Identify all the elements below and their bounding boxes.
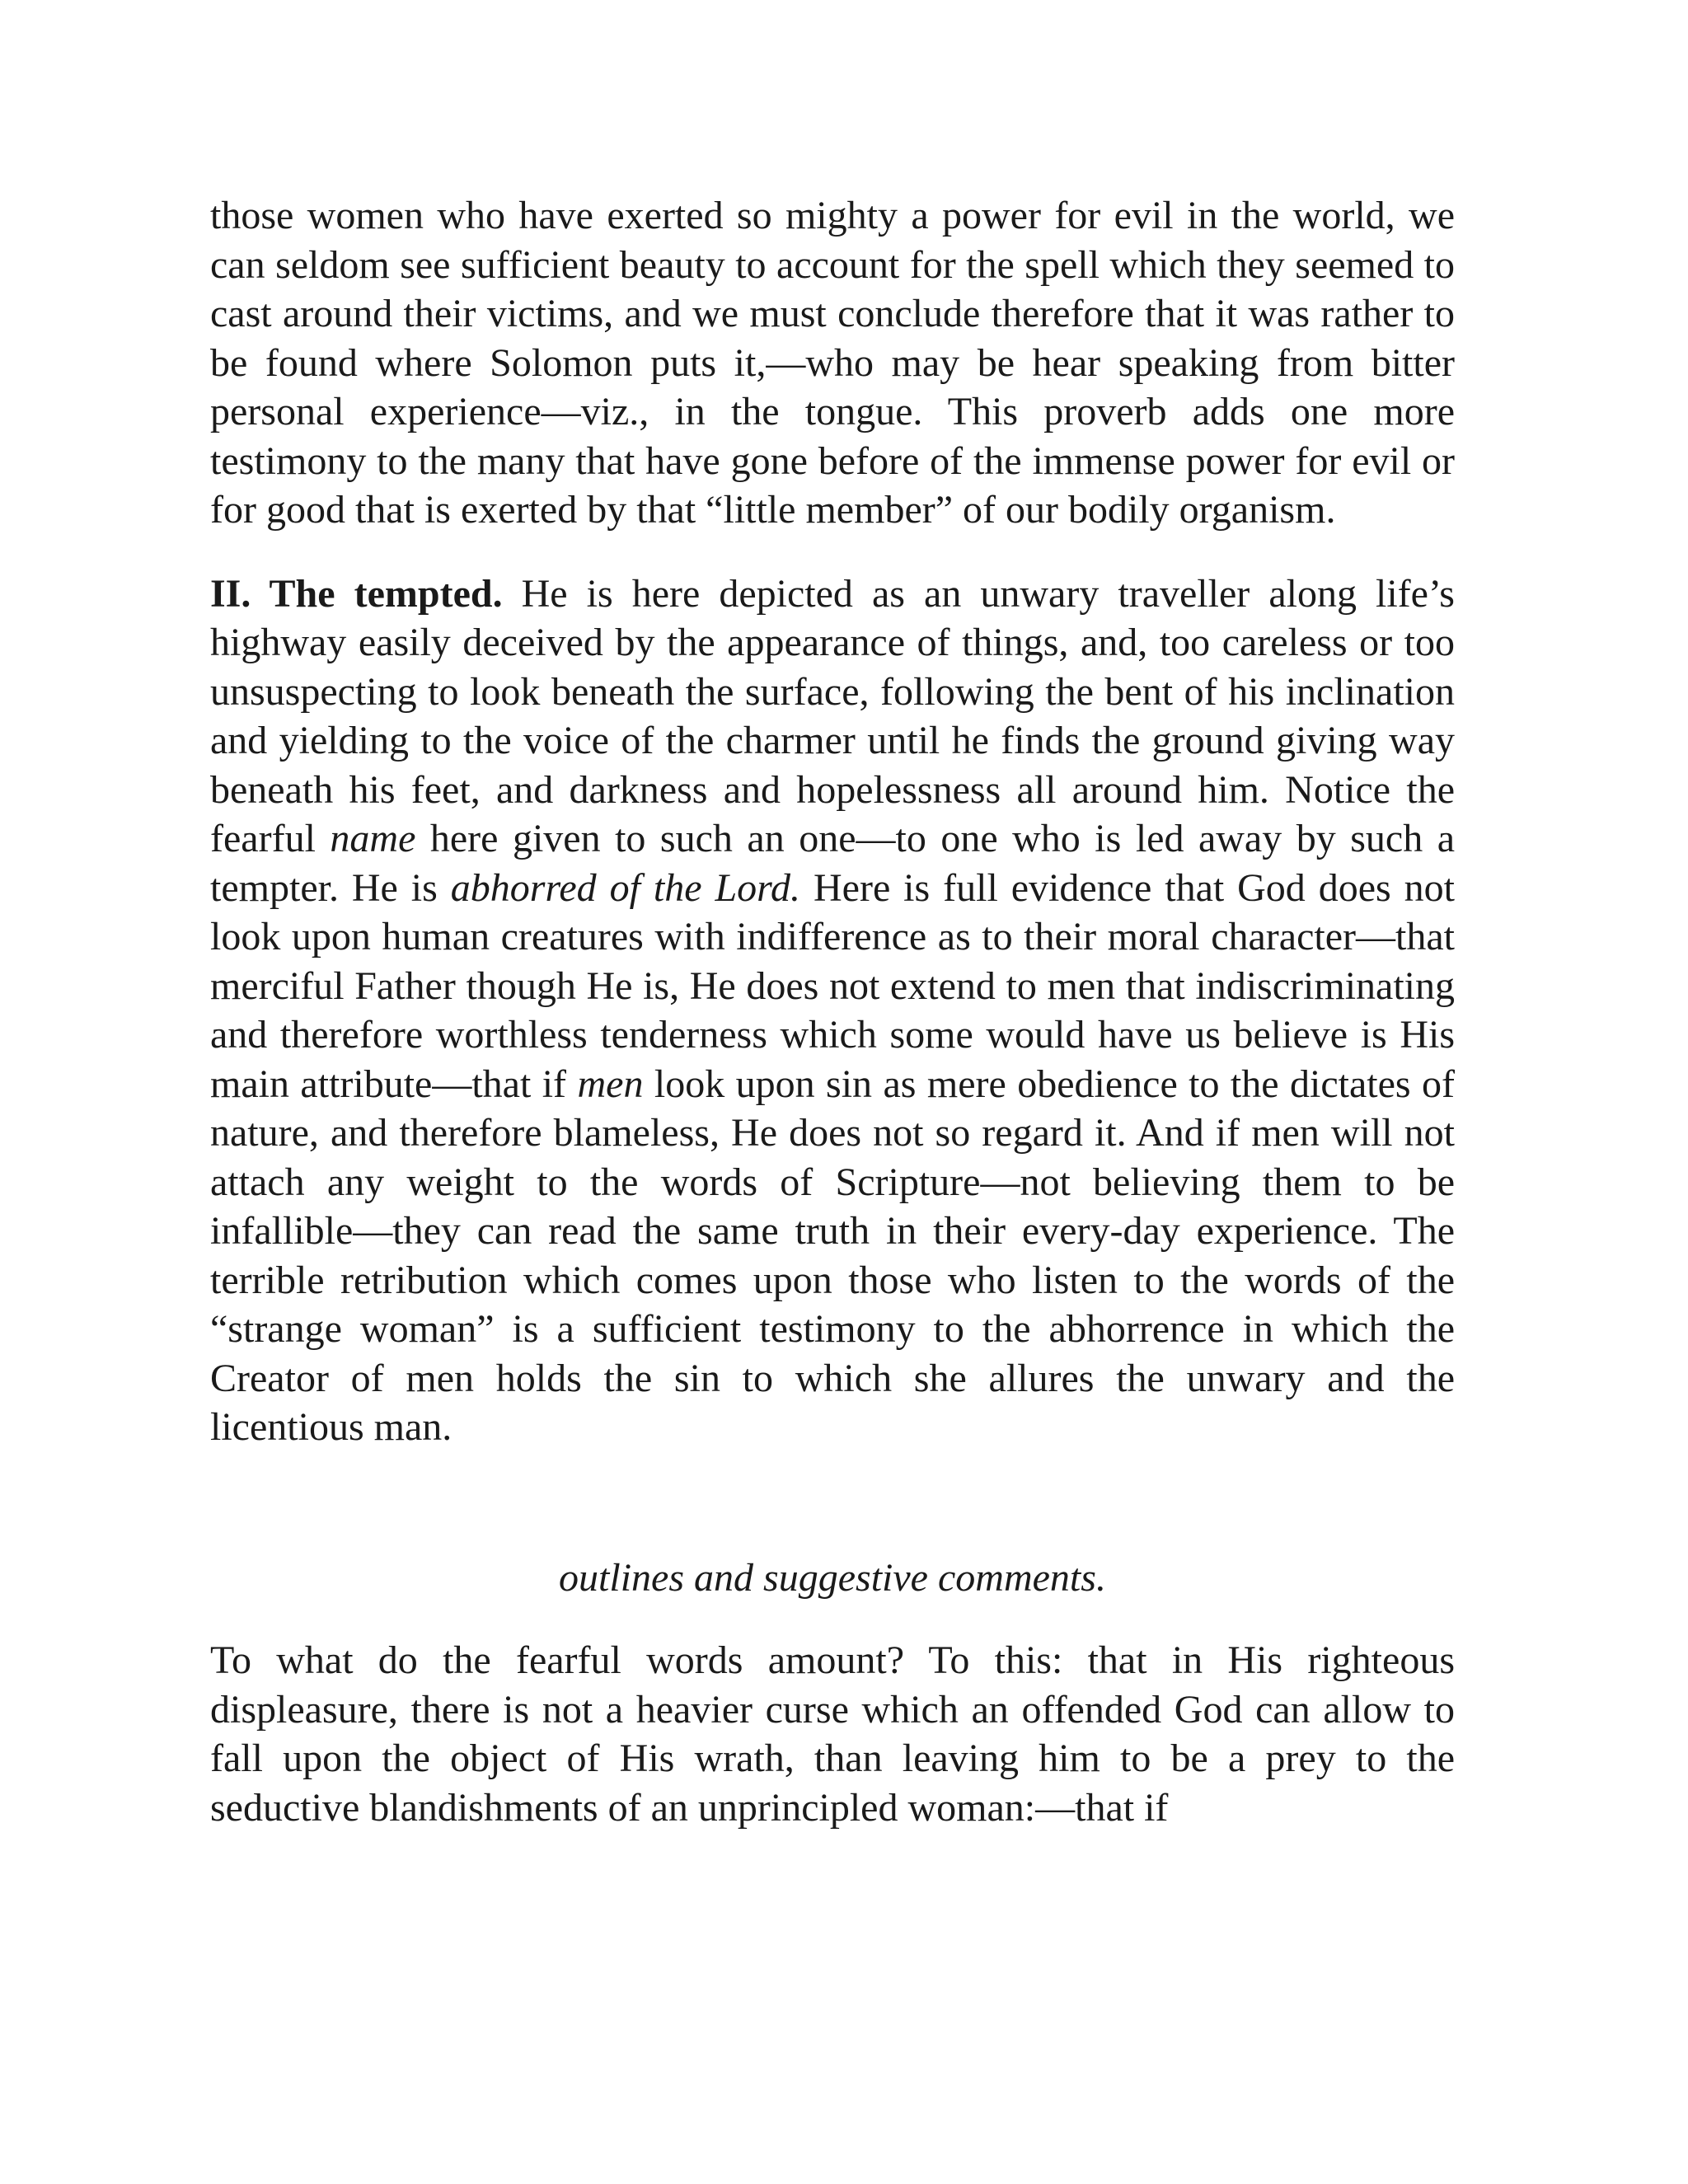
paragraph-2-text-2: here given to such an one—to one who is led away by such a tempter. He is xyxy=(210,817,1456,910)
paragraph-2-text-3: Here is full evidence that God does not look upon human creatures with indifference as to their moral character—that merciful Father though He is, He does not extend to men that indiscriminating and therefore worthless tenderness which some would have us believe is His main attribute—that if xyxy=(210,865,1456,1106)
emphasis-name: name xyxy=(330,817,416,860)
section-heading-tempted: II. The tempted. xyxy=(210,571,503,616)
paragraph-3: To what do the fearful words amount? To this: that in His righteous displeasure, there is not a heavier curse which an offended God can allow to fall upon the object of His wrath, than leaving him to be a prey to the seductive blandishments of an unprincipled woman:—that if xyxy=(210,1638,1455,1830)
emphasis-abhorred: abhorred of the Lord. xyxy=(450,865,801,910)
paragraph-1: those women who have exerted so mighty a power for evil in the world, we can seldom see sufficient beauty to account for the spell which they seemed to cast around their victims, and we must conclude therefore that it was rather to be found where Solomon puts it,—who may be hear speaking from bitter personal experience—viz., in the tongue. This proverb adds one more testimony to the many that have gone before of the immense power for evil or for good that is exerted by that “little member” of our bodily organism. xyxy=(210,194,1455,532)
paragraph-2-text-1: He is here depicted as an unwary traveller along life’s highway easily deceived by the appearance of things, and, too careless or too unsuspecting to look beneath the surface, following the bent of his inclination and yielding to the voice of the charmer until he finds the ground giving way beneath his feet, and darkness and hopelessness all around him. Notice the fearful xyxy=(210,571,1455,860)
paragraph-2 xyxy=(210,569,1455,1452)
paragraph-2-text-4: look upon sin as mere obedience to the dictates of nature, and therefore blameless, He does not so regard it. And if men will not attach any weight to the words of Scripture—not believing them to be infallible—they can read the same truth in their every-day experience. The terrible retribution which comes upon those who listen to the words of the “strange woman” is a sufficient testimony to the abhorrence in which the Creator of men holds the sin to which she allures the unwary and the licentious man. xyxy=(210,1062,1455,1449)
document-page xyxy=(210,191,1455,1832)
emphasis-men: men xyxy=(577,1062,644,1106)
outlines-heading: outlines and suggestive comments. xyxy=(559,1555,1106,1600)
